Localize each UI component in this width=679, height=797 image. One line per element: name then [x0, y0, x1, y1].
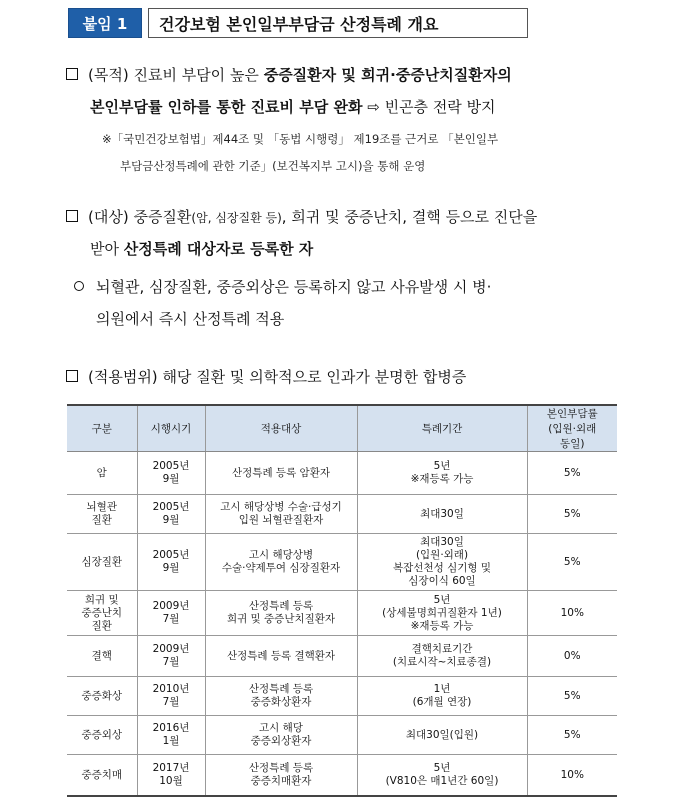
table-cell: 최대30일	[357, 495, 527, 534]
checkbox-square-icon	[66, 210, 78, 222]
purpose-line2: 본인부담률 인하를 통한 진료비 부담 완화 ⇨ 빈곤층 전락 방지	[90, 98, 496, 116]
table-row	[67, 534, 617, 591]
table-cell: 10%	[527, 755, 617, 797]
purpose-note2: 부담금산정특례에 관한 기준」(보건복지부 고시)을 통해 운영	[120, 159, 426, 173]
table-cell: 5%	[527, 716, 617, 755]
table-cell: 최대30일 (입원·외래) 복잡선천성 심기형 및 심장이식 60일	[357, 534, 527, 591]
table-cell: 산정특례 등록 중증화상환자	[205, 677, 357, 716]
table-cell: 산정특례 등록 중증치매환자	[205, 755, 357, 797]
column-header: 시행시기	[137, 405, 205, 452]
table-cell: 5년 ※재등록 가능	[357, 452, 527, 495]
table-cell: 고시 해당상병 수술·약제투여 심장질환자	[205, 534, 357, 591]
arrow-right-icon: ⇨	[367, 98, 380, 116]
table-cell: 5%	[527, 677, 617, 716]
table-cell: 중증화상	[67, 677, 137, 716]
column-header: 구분	[67, 405, 137, 452]
table-cell: 1년 (6개월 연장)	[357, 677, 527, 716]
table-cell: 고시 해당 중증외상환자	[205, 716, 357, 755]
table-cell: 결핵치료기간 (치료시작~치료종결)	[357, 636, 527, 677]
table-cell: 2010년 7월	[137, 677, 205, 716]
target-sub2: 의원에서 즉시 산정특례 적용	[96, 310, 285, 328]
checkbox-square-icon	[66, 68, 78, 80]
table-cell: 2005년 9월	[137, 534, 205, 591]
purpose-line1: (목적) 진료비 부담이 높은 중증질환자 및 희귀·중증난치질환자의	[66, 64, 512, 85]
table-cell: 고시 해당상병 수술·급성기 입원 뇌혈관질환자	[205, 495, 357, 534]
table-cell: 5년 (V810은 매1년간 60일)	[357, 755, 527, 797]
table-cell: 5%	[527, 495, 617, 534]
table-cell: 산정특례 등록 결핵환자	[205, 636, 357, 677]
table-row	[67, 716, 617, 755]
target-sub1: 뇌혈관, 심장질환, 중증외상은 등록하지 않고 사유발생 시 병·	[74, 276, 491, 297]
table-row	[67, 755, 617, 797]
table-cell: 2017년 10월	[137, 755, 205, 797]
attachment-badge: 붙임 1	[68, 8, 142, 38]
doc-title: 건강보험 본인일부부담금 산정특례 개요	[148, 8, 528, 38]
scope-line: (적용범위) 해당 질환 및 의학적으로 인과가 분명한 합병증	[66, 366, 466, 387]
column-header: 적용대상	[205, 405, 357, 452]
table-cell: 암	[67, 452, 137, 495]
checkbox-square-icon	[66, 370, 78, 382]
table-cell: 산정특례 등록 희귀 및 중증난치질환자	[205, 591, 357, 636]
target-line1: (대상) 중증질환(암, 심장질환 등), 희귀 및 중증난치, 결핵 등으로 진단을	[66, 206, 537, 227]
table-row	[67, 636, 617, 677]
table-cell: 최대30일(입원)	[357, 716, 527, 755]
purpose-note1: ※「국민건강보험법」제44조 및 「동법 시행령」 제19조를 근거로 「본인일부	[102, 132, 499, 146]
table-cell: 뇌혈관 질환	[67, 495, 137, 534]
table-cell: 2009년 7월	[137, 636, 205, 677]
table-cell: 2005년 9월	[137, 495, 205, 534]
target-line2: 받아 산정특례 대상자로 등록한 자	[90, 240, 314, 258]
table-cell: 산정특례 등록 암환자	[205, 452, 357, 495]
doc-header	[68, 8, 528, 38]
table-cell: 5%	[527, 534, 617, 591]
table-cell: 2005년 9월	[137, 452, 205, 495]
table-row	[67, 677, 617, 716]
table-cell: 중증치매	[67, 755, 137, 797]
table-cell: 2016년 1월	[137, 716, 205, 755]
column-header: 특례기간	[357, 405, 527, 452]
table-cell: 5%	[527, 452, 617, 495]
table-cell: 희귀 및 중증난치 질환	[67, 591, 137, 636]
table-cell: 심장질환	[67, 534, 137, 591]
table-row	[67, 452, 617, 495]
table-header-row	[67, 405, 617, 452]
table-cell: 2009년 7월	[137, 591, 205, 636]
table-row	[67, 591, 617, 636]
special-case-table	[67, 404, 617, 797]
table-cell: 5년 (상세불명희귀질환자 1년) ※재등록 가능	[357, 591, 527, 636]
table-cell: 10%	[527, 591, 617, 636]
table-row	[67, 495, 617, 534]
bullet-circle-icon	[74, 281, 84, 291]
column-header: 본인부담률 (입원·외래 동일)	[527, 405, 617, 452]
table-cell: 0%	[527, 636, 617, 677]
table-cell: 결핵	[67, 636, 137, 677]
table-cell: 중증외상	[67, 716, 137, 755]
